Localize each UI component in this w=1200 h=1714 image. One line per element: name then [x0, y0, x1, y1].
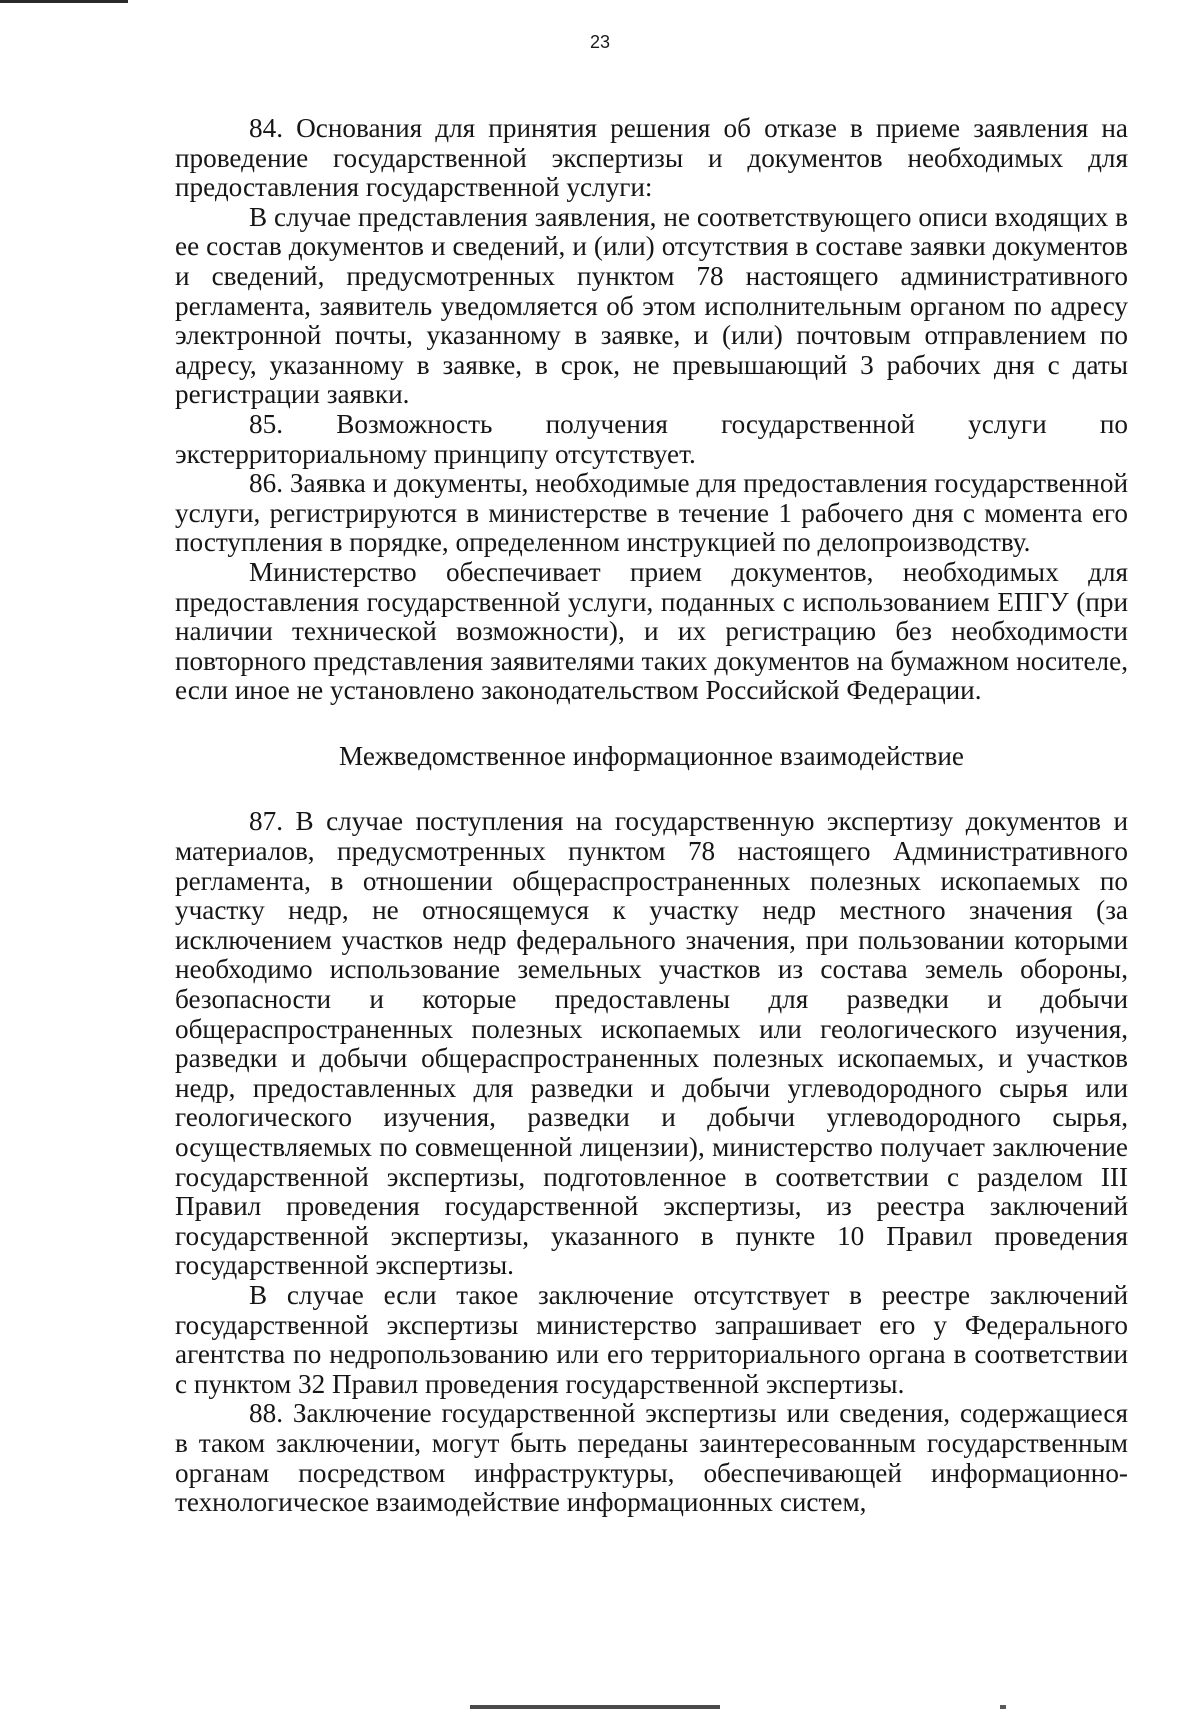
paragraph-87: 87. В случае поступления на государственную экспертизу документов и материалов, предусмотренных пунктом 78 настоящего Административного регламента, в отношении общераспространенных полезных ископаемых по участку недр, не относящемуся к участку недр местного значения (за исключением участков недр федерального значения, при пользовании которыми необходимо использование земельных участков из состава земель обороны, безопасности и которые предоставлены для разведки и добычи общераспространенных полезных ископаемых или геологического изучения, разведки и добычи общераспространенных полезных ископаемых, и участков недр, предоставленных для разведки и добычи углеводородного сырья или геологического изучения, разведки и добычи углеводородного сырья, осуществляемых по совмещенной лицензии), министерство получает заключение государственной экспертизы, подготовленное в соответствии с разделом III Правил проведения государственной экспертизы, из реестра заключений государственной экспертизы, указанного в пункте 10 Правил проведения государственной экспертизы.: [175, 806, 1128, 1281]
paragraph-88: 88. Заключение государственной экспертизы или сведения, содержащиеся в таком заключении, могут быть переданы заинтересованным государственным органам посредством инфраструктуры, обеспечивающей информационно-технологическое взаимодействие информационных систем,: [175, 1398, 1128, 1518]
paragraph-84: 84. Основания для принятия решения об отказе в приеме заявления на проведение государственной экспертизы и документов необходимых для предоставления государственной услуги:: [175, 113, 1128, 203]
paragraph-84-refusal-case: В случае представления заявления, не соответствующего описи входящих в ее состав документов и сведений, и (или) отсутствия в составе заявки документов и сведений, предусмотренных пунктом 78 настоящего административного регламента, заявитель уведомляется об этом исполнительным органом по адресу электронной почты, указанному в заявке, и (или) почтовым отправлением по адресу, указанному в заявке, в срок, не превышающий 3 рабочих дня с даты регистрации заявки.: [175, 201, 1128, 410]
paragraph-86: 86. Заявка и документы, необходимые для предоставления государственной услуги, регистрируются в министерстве в течение 1 рабочего дня с момента его поступления в порядке, определенном инструкцией по делопроизводству.: [175, 468, 1128, 558]
document-body: [175, 114, 1128, 1518]
scan-edge-mark-bottom: [0, 1705, 1200, 1709]
scan-edge-mark-top: [0, 0, 128, 3]
paragraph-86-epgu: Министерство обеспечивает прием документов, необходимых для предоставления государственной услуги, поданных с использованием ЕПГУ (при наличии технической возможности), и их регистрацию без необходимости повторного представления заявителями таких документов на бумажном носителе, если иное не установлено законодательством Российской Федерации.: [175, 556, 1128, 706]
paragraph-85: 85. Возможность получения государственной услуги по экстерриториальному принципу отсутствует.: [175, 408, 1128, 469]
section-heading: Межведомственное информационное взаимодействие: [339, 740, 964, 771]
page-number: 23: [589, 32, 611, 52]
paragraph-87-registry-request: В случае если такое заключение отсутствует в реестре заключений государственной экспертизы министерство запрашивает его у Федерального агентства по недропользованию или его территориального органа в соответствии с пунктом 32 Правил проведения государственной экспертизы.: [175, 1279, 1128, 1399]
